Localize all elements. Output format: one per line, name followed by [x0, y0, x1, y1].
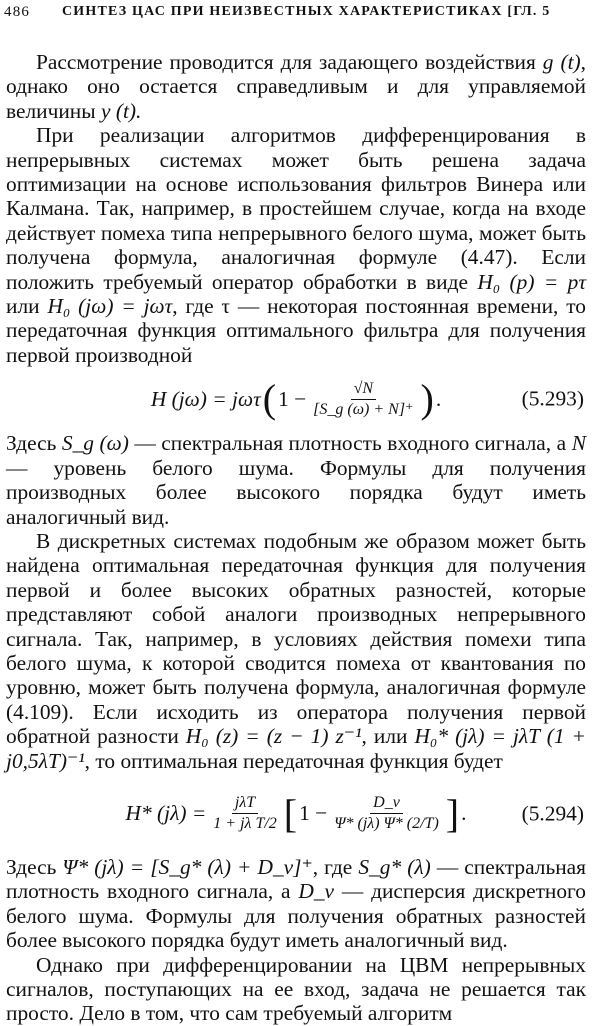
eq1-lhs: H (jω) = jωτ — [150, 386, 261, 411]
page-number: 486 — [4, 4, 31, 20]
eq2-numerator: D_v — [373, 794, 400, 812]
paragraph-6: Однако при дифференцировании на ЦВМ непрерывных сигналов, поступающих на ее вход, задача не решается так просто. Дело в том, что сам требуемый алгоритм — [6, 952, 586, 1026]
eq1-numerator: √N — [353, 379, 374, 397]
equation-5-293: H (jω) = jωτ ( 1 − $\frac{√N}{[S\_g (\omega) + N]^+}$ ) . (5.293) — [150, 376, 584, 422]
eq2-lhs: H* (jλ) = — [125, 801, 207, 826]
eq2-denominator: Ψ* (jλ) Ψ* (2/T) — [334, 815, 439, 833]
math-h0-jw: H₀ (jω) = jωτ — [47, 294, 173, 319]
running-header — [4, 2, 592, 28]
math-g-t: g (t) — [542, 50, 581, 74]
running-title: СИНТЕЗ ЦАС ПРИ НЕИЗВЕСТНЫХ ХАРАКТЕРИСТИКАХ [ГЛ. 5 — [62, 4, 551, 19]
paragraph-2: При реализации алгоритмов дифференцирования в непрерывных системах может быть решена задача оптимизации на основе использования фильтров Винера или Калмана. Так, например, в простейшем случае, когда на входе действует помеха типа непрерывного белого шума, может быть получена формула, аналогичная формуле (4.47). Если положить требуемый оператор обработки в виде H₀ (p) = pτ или H₀ (jω) = jωτ, где τ — некоторая постоянная времени, то передаточная функция оптимального фильтра для получения первой производной — [6, 123, 587, 367]
eq2-frac-denominator: 1 + jλ T/2 — [213, 815, 277, 833]
math-sg: S_g (ω) — [61, 431, 129, 456]
equation-5-294: H* (jλ) = $\frac{\text{jλT}}{\text{1 + jλ T/2}}$ [ 1 − $\frac{D\_v}{\Psi* (j\lambda) \Psi* (2/T)}$ ] . (5.294) — [125, 790, 584, 836]
equation-number: (5.294) — [521, 801, 584, 826]
paragraph-5: Здесь Ψ* (jλ) = [S_g* (λ) + D_v]⁺, где S_g* (λ) — спектральная плотность входного сигнала, а D_v — дисперсия дискретного белого шума. Формулы для получения обратных разностей более высокого порядка будут иметь аналогичный вид. — [6, 854, 587, 953]
equation-number: (5.293) — [521, 386, 584, 411]
eq1-denominator: [S_g (ω) + N]⁺ — [313, 400, 414, 418]
math-n: N — [571, 431, 586, 456]
text-body — [6, 50, 586, 1026]
math-h0-z: H₀ (z) = (z − 1) z⁻¹ — [185, 724, 362, 749]
math-sg-star: S_g* (λ) — [358, 854, 431, 879]
math-y-t: y (t). — [100, 98, 142, 123]
paragraph-1: Рассмотрение проводится для задающего воздействия g (t), однако оно остается справедливым и для управляемой величины y (t). — [6, 50, 586, 123]
math-dv: D_v — [298, 879, 335, 904]
paragraph-4: В дискретных системах подобным же образом может быть найдена оптимальная передаточная функция для получения первой и более высоких обратных разностей, которые представляют собой аналоги производных непрерывного сигнала. Так, например, в условиях действия помехи типа белого шума, к которой сводится помеха от квантования по уровню, может быть получена формула, аналогичная формуле (4.109). Если исходить из оператора получения первой обратной разности H₀ (z) = (z − 1) z⁻¹, или H₀* (jλ) = jλT (1 + j0,5λT)⁻¹, то оптимальная передаточная функция будет — [6, 528, 586, 773]
paragraph-3: Здесь S_g (ω) — спектральная плотность входного сигнала, а N — уровень белого шума. Формулы для получения производных более высокого порядка будут иметь аналогичный вид. — [6, 431, 586, 529]
eq2-frac-numerator: jλT — [234, 794, 256, 812]
math-psi-def: Ψ* (jλ) = [S_g* (λ) + D_v]⁺ — [62, 854, 313, 879]
math-h0-star: H₀* (jλ) = jλT (1 + j0,5λT)⁻¹ — [6, 724, 586, 773]
math-h0-p: H₀ (p) = pτ — [477, 269, 586, 294]
